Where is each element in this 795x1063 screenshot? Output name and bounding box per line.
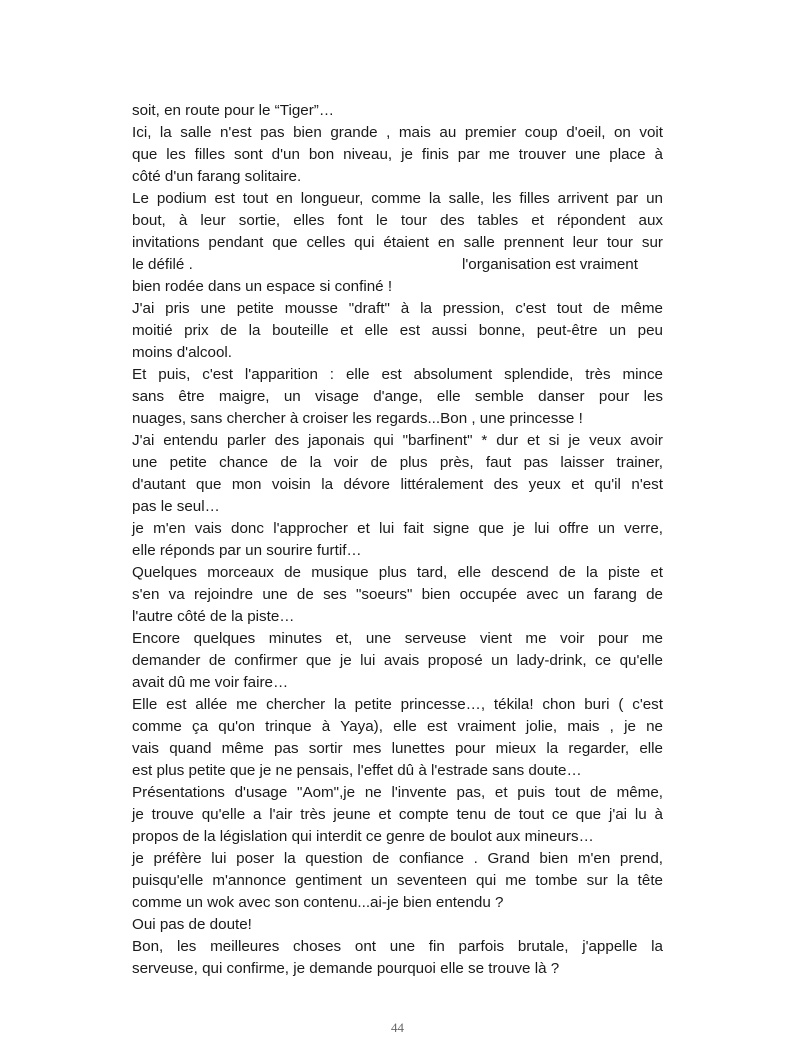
text-line: puisqu'elle m'annonce gentiment un seventeen qui me tombe sur la tête <box>132 872 663 889</box>
text-line: pas le seul… <box>132 498 220 515</box>
text-line <box>132 254 663 276</box>
text-line: je trouve qu'elle a l'air très jeune et compte tenu de tout ce que j'ai lu à <box>132 806 663 823</box>
text-line: Le podium est tout en longueur, comme la salle, les filles arrivent par un <box>132 190 663 207</box>
text-line: comme ça qu'on trinque à Yaya), elle est vraiment jolie, mais , je ne <box>132 718 663 735</box>
text-line: Ici, la salle n'est pas bien grande , mais au premier coup d'oeil, on voit <box>132 124 663 141</box>
text-line: sans être maigre, un visage d'ange, elle semble danser pour les <box>132 388 663 405</box>
text-line: est plus petite que je ne pensais, l'effet dû à l'estrade sans doute… <box>132 762 582 779</box>
text-line: propos de la législation qui interdit ce genre de boulot aux mineurs… <box>132 828 594 845</box>
text-line: Elle est allée me chercher la petite princesse…, tékila! chon buri ( c'est <box>132 696 663 713</box>
text-line: que les filles sont d'un bon niveau, je finis par me trouver une place à <box>132 146 663 163</box>
text-line: Bon, les meilleures choses ont une fin parfois brutale, j'appelle la <box>132 938 663 955</box>
text-line: soit, en route pour le “Tiger”… <box>132 102 335 119</box>
text-line: invitations pendant que celles qui étaient en salle prennent leur tour sur <box>132 234 663 251</box>
text-line: je m'en vais donc l'approcher et lui fait signe que je lui offre un verre, <box>132 520 663 537</box>
page-number: 44 <box>391 1020 404 1035</box>
text-line: je préfère lui poser la question de confiance . Grand bien m'en prend, <box>132 850 663 867</box>
text-line: vais quand même pas sortir mes lunettes pour mieux la regarder, elle <box>132 740 663 757</box>
text-line: Quelques morceaux de musique plus tard, elle descend de la piste et <box>132 564 663 581</box>
text-line: J'ai pris une petite mousse "draft" à la pression, c'est tout de même <box>132 300 663 317</box>
text-line-left: le défilé . <box>132 256 193 273</box>
text-line: l'autre côté de la piste… <box>132 608 295 625</box>
text-line-right: l'organisation est vraiment <box>462 256 638 273</box>
text-line: moins d'alcool. <box>132 344 232 361</box>
text-line: avait dû me voir faire… <box>132 674 289 691</box>
text-line: elle réponds par un sourire furtif… <box>132 542 362 559</box>
text-line: d'autant que mon voisin la dévore littéralement des yeux et qu'il n'est <box>132 476 663 493</box>
text-line: côté d'un farang solitaire. <box>132 168 302 185</box>
text-line: J'ai entendu parler des japonais qui "barfinent" * dur et si je veux avoir <box>132 432 663 449</box>
text-line: nuages, sans chercher à croiser les regards...Bon , une princesse ! <box>132 410 583 427</box>
text-line: moitié prix de la bouteille et elle est aussi bonne, peut-être un peu <box>132 322 663 339</box>
text-line: Présentations d'usage "Aom",je ne l'invente pas, et puis tout de même, <box>132 784 663 801</box>
text-line: Encore quelques minutes et, une serveuse vient me voir pour me <box>132 630 663 647</box>
text-line: bout, à leur sortie, elles font le tour des tables et répondent aux <box>132 212 663 229</box>
text-line: demander de confirmer que je lui avais proposé un lady-drink, ce qu'elle <box>132 652 663 669</box>
text-line: comme un wok avec son contenu...ai-je bien entendu ? <box>132 894 504 911</box>
body-text <box>132 100 663 980</box>
text-line: une petite chance de la voir de plus près, faut pas laisser trainer, <box>132 454 663 471</box>
text-line: Et puis, c'est l'apparition : elle est absolument splendide, très mince <box>132 366 663 383</box>
text-line: s'en va rejoindre une de ses "soeurs" bien occupée avec un farang de <box>132 586 663 603</box>
text-line: serveuse, qui confirme, je demande pourquoi elle se trouve là ? <box>132 960 560 977</box>
text-line: bien rodée dans un espace si confiné ! <box>132 278 393 295</box>
text-line: Oui pas de doute! <box>132 916 252 933</box>
